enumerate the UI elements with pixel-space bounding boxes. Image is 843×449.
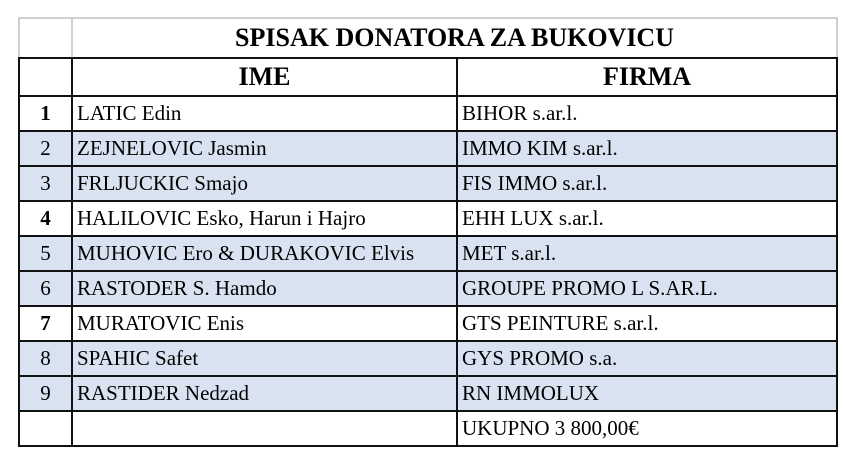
table-row: [19, 376, 837, 411]
table-row: [19, 201, 837, 236]
row-ime[interactable]: FRLJUCKIC Smajo: [72, 166, 457, 201]
table-row: [19, 341, 837, 376]
row-firma[interactable]: FIS IMMO s.ar.l.: [457, 166, 837, 201]
title-row: [19, 18, 837, 58]
row-number[interactable]: 1: [19, 96, 72, 131]
row-firma[interactable]: GROUPE PROMO L S.AR.L.: [457, 271, 837, 306]
row-firma[interactable]: BIHOR s.ar.l.: [457, 96, 837, 131]
row-ime[interactable]: LATIC Edin: [72, 96, 457, 131]
row-firma[interactable]: MET s.ar.l.: [457, 236, 837, 271]
total-ime-cell[interactable]: [72, 411, 457, 446]
table-row: [19, 96, 837, 131]
table-row: [19, 236, 837, 271]
row-firma[interactable]: GTS PEINTURE s.ar.l.: [457, 306, 837, 341]
header-row: [19, 58, 837, 96]
row-number[interactable]: 5: [19, 236, 72, 271]
row-number[interactable]: 6: [19, 271, 72, 306]
row-number[interactable]: 9: [19, 376, 72, 411]
header-num-cell[interactable]: [19, 58, 72, 96]
row-ime[interactable]: ZEJNELOVIC Jasmin: [72, 131, 457, 166]
row-firma[interactable]: EHH LUX s.ar.l.: [457, 201, 837, 236]
row-number[interactable]: 7: [19, 306, 72, 341]
row-ime[interactable]: HALILOVIC Esko, Harun i Hajro: [72, 201, 457, 236]
row-firma[interactable]: GYS PROMO s.a.: [457, 341, 837, 376]
table-row: [19, 271, 837, 306]
title-corner-cell[interactable]: [19, 18, 72, 58]
header-ime[interactable]: IME: [72, 58, 457, 96]
donor-list-sheet: [18, 17, 836, 447]
row-ime[interactable]: SPAHIC Safet: [72, 341, 457, 376]
table-row: [19, 131, 837, 166]
table-title[interactable]: SPISAK DONATORA ZA BUKOVICU: [72, 18, 837, 58]
row-firma[interactable]: IMMO KIM s.ar.l.: [457, 131, 837, 166]
row-ime[interactable]: RASTODER S. Hamdo: [72, 271, 457, 306]
total-row: [19, 411, 837, 446]
total-amount[interactable]: UKUPNO 3 800,00€: [457, 411, 837, 446]
row-ime[interactable]: MUHOVIC Ero & DURAKOVIC Elvis: [72, 236, 457, 271]
table-row: [19, 166, 837, 201]
header-firma[interactable]: FIRMA: [457, 58, 837, 96]
donor-table: [18, 17, 838, 447]
row-number[interactable]: 4: [19, 201, 72, 236]
row-number[interactable]: 3: [19, 166, 72, 201]
row-number[interactable]: 2: [19, 131, 72, 166]
row-ime[interactable]: MURATOVIC Enis: [72, 306, 457, 341]
row-number[interactable]: 8: [19, 341, 72, 376]
total-num-cell[interactable]: [19, 411, 72, 446]
row-firma[interactable]: RN IMMOLUX: [457, 376, 837, 411]
row-ime[interactable]: RASTIDER Nedzad: [72, 376, 457, 411]
table-row: [19, 306, 837, 341]
